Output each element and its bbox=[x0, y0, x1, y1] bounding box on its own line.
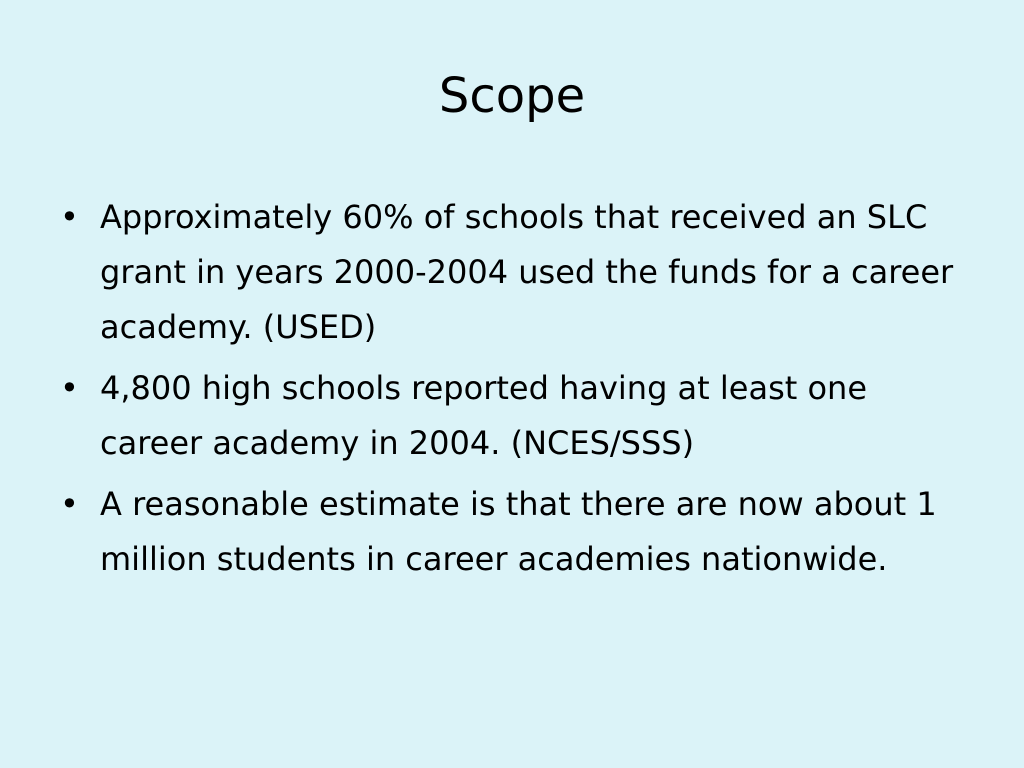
bullet-item bbox=[56, 190, 956, 355]
bullet-item bbox=[56, 361, 956, 471]
bullet-item bbox=[56, 477, 956, 587]
bullet-icon: • bbox=[60, 198, 79, 236]
bullet-text: A reasonable estimate is that there are now about 1 million students in career academies nationwide. bbox=[100, 485, 937, 578]
bullet-text: 4,800 high schools reported having at least one career academy in 2004. (NCES/SSS) bbox=[100, 369, 867, 462]
bullet-icon: • bbox=[60, 485, 79, 523]
slide-title: Scope bbox=[438, 68, 586, 124]
bullet-list bbox=[56, 190, 956, 593]
bullet-icon: • bbox=[60, 369, 79, 407]
bullet-text: Approximately 60% of schools that received an SLC grant in years 2000-2004 used the funds for a career academy. (USED) bbox=[100, 198, 954, 346]
